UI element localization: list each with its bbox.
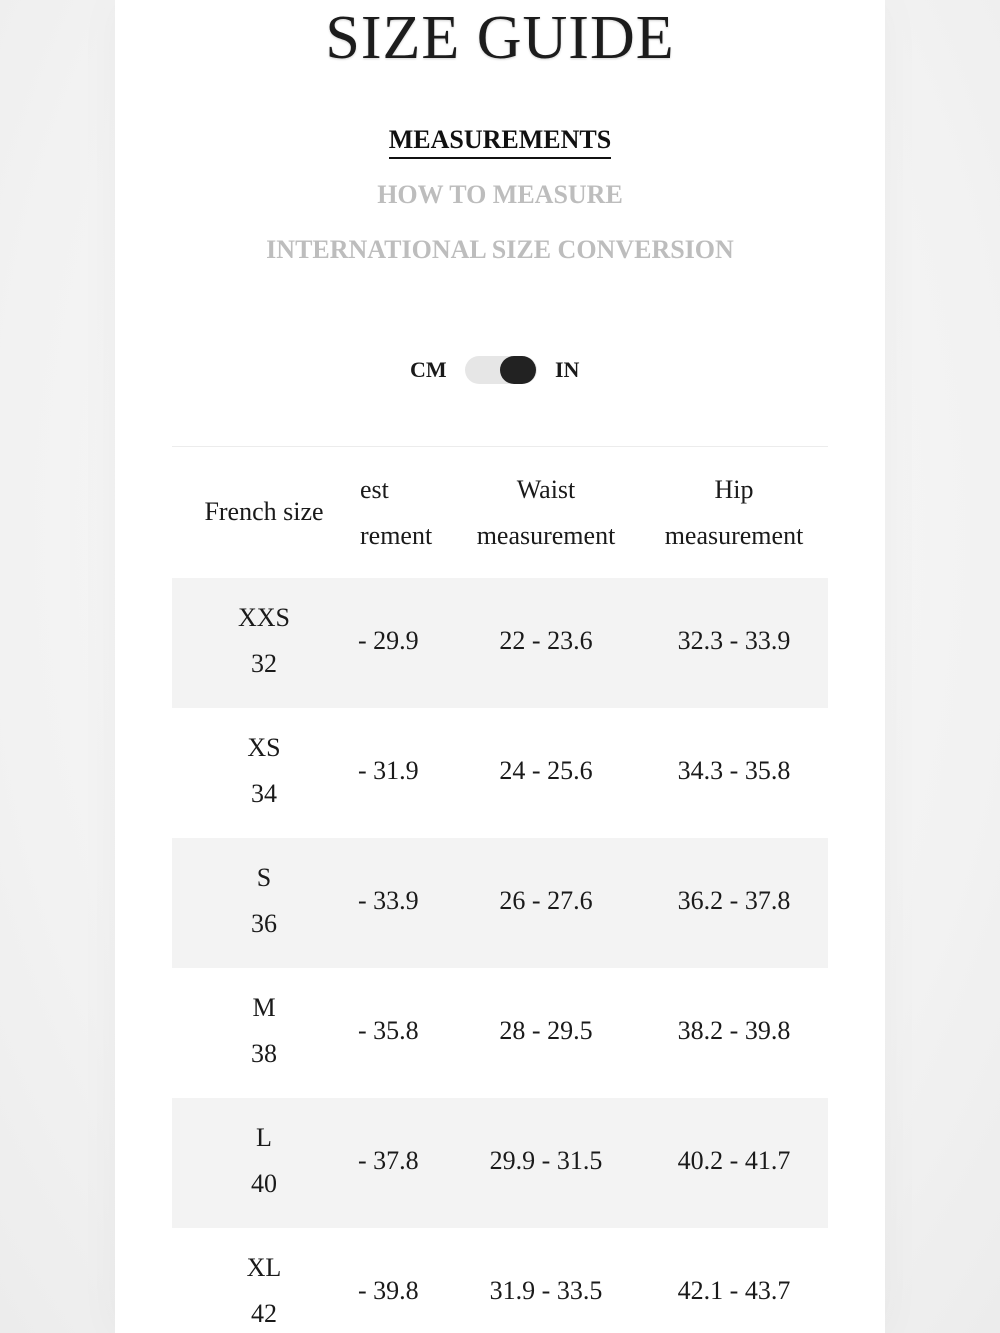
french-size-number: 36 bbox=[251, 909, 277, 938]
hip-value: 38.2 - 39.8 bbox=[677, 1016, 791, 1045]
table-row bbox=[172, 1228, 828, 1333]
waist-value: 22 - 23.6 bbox=[499, 626, 593, 655]
table-row bbox=[172, 838, 828, 968]
french-size-number: 40 bbox=[251, 1169, 277, 1198]
waist-value: 26 - 27.6 bbox=[499, 886, 593, 915]
chest-value: - 31.9 bbox=[358, 756, 419, 785]
tab-measurements[interactable] bbox=[0, 124, 1000, 159]
size-table bbox=[172, 447, 828, 1333]
hip-value: 40.2 - 41.7 bbox=[677, 1146, 791, 1175]
chest-value: - 37.8 bbox=[358, 1146, 419, 1175]
size-letter: S bbox=[256, 863, 272, 892]
waist-value: 31.9 - 33.5 bbox=[489, 1276, 603, 1305]
waist-value: 28 - 29.5 bbox=[499, 1016, 593, 1045]
unit-in-label[interactable]: IN bbox=[555, 357, 580, 382]
tab-international-size-conversion[interactable] bbox=[0, 234, 1000, 266]
french-size-number: 38 bbox=[251, 1039, 277, 1068]
table-row bbox=[172, 578, 828, 708]
header-french-size: French size bbox=[204, 497, 324, 526]
size-letter: M bbox=[252, 993, 276, 1022]
waist-value: 29.9 - 31.5 bbox=[489, 1146, 603, 1175]
header-chest-bottom: rement bbox=[360, 521, 433, 550]
size-letter: XS bbox=[247, 733, 281, 762]
tab-how-to-measure-label: HOW TO MEASURE bbox=[377, 180, 623, 209]
hip-value: 32.3 - 33.9 bbox=[677, 626, 791, 655]
chest-value: - 33.9 bbox=[358, 886, 419, 915]
header-waist-bottom: measurement bbox=[476, 521, 616, 550]
page-title: SIZE GUIDE bbox=[325, 4, 675, 72]
header-chest-top: est bbox=[360, 475, 389, 504]
header-hip-bottom: measurement bbox=[664, 521, 804, 550]
header-hip-top: Hip bbox=[714, 475, 754, 504]
chest-value: - 29.9 bbox=[358, 626, 419, 655]
tab-international-label: INTERNATIONAL SIZE CONVERSION bbox=[266, 235, 734, 264]
hip-value: 34.3 - 35.8 bbox=[677, 756, 791, 785]
tab-how-to-measure[interactable] bbox=[0, 179, 1000, 211]
table-row bbox=[172, 968, 828, 1098]
toggle-knob bbox=[500, 356, 536, 384]
french-size-number: 34 bbox=[251, 779, 277, 808]
size-letter: L bbox=[256, 1123, 272, 1152]
table-row bbox=[172, 708, 828, 838]
table-row bbox=[172, 1098, 828, 1228]
french-size-number: 32 bbox=[251, 649, 277, 678]
chest-value: - 39.8 bbox=[358, 1276, 419, 1305]
hip-value: 42.1 - 43.7 bbox=[677, 1276, 791, 1305]
size-letter: XL bbox=[246, 1253, 282, 1282]
unit-toggle-switch[interactable] bbox=[465, 356, 537, 384]
french-size-number: 42 bbox=[251, 1299, 277, 1328]
header-waist-top: Waist bbox=[516, 475, 576, 504]
waist-value: 24 - 25.6 bbox=[499, 756, 593, 785]
tab-measurements-label: MEASUREMENTS bbox=[389, 124, 611, 159]
chest-value: - 35.8 bbox=[358, 1016, 419, 1045]
hip-value: 36.2 - 37.8 bbox=[677, 886, 791, 915]
size-letter: XXS bbox=[237, 603, 290, 632]
unit-cm-label[interactable]: CM bbox=[410, 357, 447, 382]
